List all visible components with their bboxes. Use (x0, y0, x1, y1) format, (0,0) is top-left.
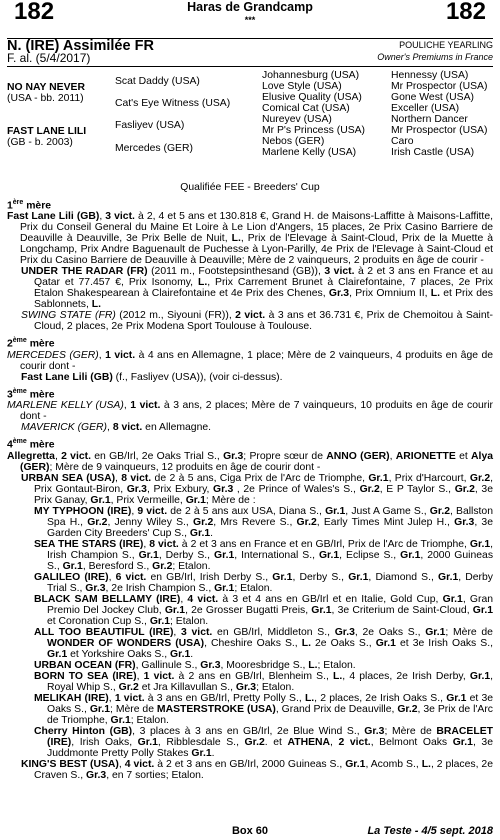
pedigree-gen4: Gone West (USA) (391, 92, 474, 103)
produce-entry: KING'S BEST (USA), 4 vict. à 2 et 3 ans en GB/Irl, 2000 Guineas S., Gr.1, Acomb S., L., 2 places, 2e Craven S., Gr.3, en 7 sorties; Etalon. (21, 758, 493, 781)
lot-number-left: 182 (14, 0, 55, 25)
consignor-stars: *** (244, 15, 256, 25)
pedigree-sire: NO NAY NEVER (7, 82, 85, 93)
eligibility: Owner's Premiums in France (377, 52, 493, 62)
pedigree-gen4: Hennessy (USA) (391, 70, 469, 81)
box-number: Box 60 (231, 825, 269, 837)
dam-record: MARLENE KELLY (USA), 1 vict. à 3 ans, 2 places; Mère de 7 vainqueurs, 10 produits en âge de courir dont - (7, 400, 494, 423)
produce-entry: Fast Lane Lili (GB) (f., Fasliyev (USA)), (voir ci-dessus). (21, 371, 283, 383)
pedigree-dam-info: (GB - b. 2003) (7, 137, 73, 148)
lot-number-right: 182 (445, 0, 486, 25)
dam-record: MERCEDES (GER), 1 vict. à 4 ans en Allemagne, 1 place; Mère de 2 vainqueurs, 4 produits en âge de courir dont - (7, 349, 494, 372)
produce-entry: SEA THE STARS (IRE), 8 vict. à 2 et 3 ans en France et en GB/Irl, Prix de l'Arc de Triomphe, Gr.1, Irish Champion S., Gr.1, Derby S., Gr.1, International S., Gr.1, Eclipse S., Gr.1, 2000 Guineas S., Gr.1, Beresford S., Gr.2; Etalon. (34, 538, 494, 572)
page-footer (7, 824, 493, 838)
produce-entry: URBAN OCEAN (FR), Gallinule S., Gr.3, Mooresbridge S., L.; Etalon. (34, 659, 356, 671)
pedigree-gen2: Cat's Eye Witness (USA) (115, 98, 231, 109)
pedigree-gen3: Marlene Kelly (USA) (262, 147, 357, 158)
horse-name: N. (IRE) Assimilée FR (7, 38, 154, 54)
consignor-name (7, 1, 493, 27)
pedigree-gen3: Nebos (GER) (262, 136, 325, 147)
pedigree-gen3: Comical Cat (USA) (262, 103, 350, 114)
produce-entry: MY TYPHOON (IRE), 9 vict. de 2 à 5 ans aux USA, Diana S., Gr.1, Just A Game S., Gr.2, Ballston Spa H., Gr.2, Jenny Wiley S., Gr.2, Mrs Revere S., Gr.2, Early Times Mint Julep H., Gr.3, 3e Garden City Breeders' Cup S., Gr.1. (34, 505, 493, 539)
produce-entry: ALL TOO BEAUTIFUL (IRE), 3 vict. en GB/Irl, Middleton S., Gr.3, 2e Oaks S., Gr.1; Mère de WONDER OF WONDERS (USA), Cheshire Oaks S., L. 2e Oaks S., Gr.1 et 3e Irish Oaks S., Gr.1 et Yorkshire Oaks S., Gr.1. (34, 626, 494, 660)
pedigree-sire-info: (USA - bb. 2011) (7, 93, 84, 104)
pedigree-gen3: Johannesburg (USA) (262, 70, 360, 81)
produce-entry: UNDER THE RADAR (FR) (2011 m., Footstepsinthesand (GB)), 3 vict. à 2 et 3 ans en France et au Qatar et 77.457 €, Prix Isonomy, L., Prix Carrement Brunet à Clairefontaine, 7 places, 2e Prix Etalon Shakespearean à Clairefontaine et 4e Prix des Chenes, Gr.3, Prix Omnium II, L. et Prix des Sablonnets, L. (21, 266, 493, 311)
pedigree-gen2: Fasliyev (USA) (115, 120, 185, 131)
produce-entry: MAVERICK (GER), 8 vict. en Allemagne. (21, 422, 212, 434)
sex-category: POULICHE YEARLING (399, 40, 493, 50)
produce-entry: BORN TO SEA (IRE), 1 vict. à 2 ans en GB/Irl, Blenheim S., L., 4 places, 2e Irish Derby, Gr.1, Royal Whip S., Gr.2 et Jra Killavullan S., Gr.3; Etalon. (34, 670, 493, 693)
dam-record: Fast Lane Lili (GB), 3 vict. à 2, 4 et 5 ans et 130.818 €, Grand H. de Maisons-Laffitte à Maisons-Laffitte, Prix du Conseil General du Maine Et Loire à Le Lion d'Angers, 15 places, 2e Prix Casino Barriere de Deauville à Deauville, 3e Prix Belle de Nuit, L., Prix de l'Elevage à Saint-Cloud, Prix de la Muette à Longchamp, Prix Andre Baguenault de Puchesse à Lyon-Parilly, 4e Prix de l'Elevage à Saint-Cloud et Prix du Casino Barriere de Deauville à Deauville; Mère de 2 vainqueurs, 2 produits en âge de courir - (7, 211, 493, 267)
consignor-label: Haras de Grandcamp (187, 0, 313, 14)
produce-entry: GALILEO (IRE), 6 vict. en GB/Irl, Irish Derby S., Gr.1, Derby S., Gr.1, Diamond S., Gr.1, Derby Trial S., Gr.3, 2e Irish Champion S., Gr.1; Etalon. (34, 571, 493, 594)
qualification: Qualifiée FEE - Breeders' Cup (180, 182, 320, 193)
produce-entry: Cherry Hinton (GB), 3 places à 3 ans en GB/Irl, 2e Blue Wind S., Gr.3; Mère de BRACELET (IRE), Irish Oaks, Gr.1, Ribblesdale S., Gr.2. et ATHENA, 2 vict., Belmont Oaks Gr.1, 3e Juddmonte Pretty Polly Stakes Gr.1. (34, 725, 493, 759)
pedigree-gen4: Mr Prospector (USA) (391, 81, 488, 92)
horse-details: F. al. (5/4/2017) (7, 51, 91, 65)
pedigree-gen4: Irish Castle (USA) (391, 147, 475, 158)
section-heading-first-dam: 1ère mère (7, 199, 52, 212)
pedigree-gen3: Mr P's Princess (USA) (262, 125, 366, 136)
produce-entry: MELIKAH (IRE), 1 vict. à 3 ans en GB/Irl, Pretty Polly S., L., 2 places, 2e Irish Oaks S., Gr.1 et 3e Oaks S., Gr.1; Mère de MASTERSTROKE (USA), Grand Prix de Deauville, Gr.2, 3e Prix de l'Arc de Triomphe, Gr.1; Etalon. (34, 692, 494, 726)
produce-entry: URBAN SEA (USA), 8 vict. de 2 à 5 ans, Ciga Prix de l'Arc de Triomphe, Gr.1, Prix d'Harcourt, Gr.2, Prix Gontaut-Biron, Gr.3, Prix Exbury, Gr.3 , 2e Prince of Wales's S., Gr.2, E P Taylor S., Gr.2, 3e Prix Ganay, Gr.1, Prix Vermeille, Gr.1; Mère de : (21, 472, 493, 506)
pedigree-gen4: Northern Dancer (391, 114, 468, 125)
pedigree-gen2: Scat Daddy (USA) (115, 76, 200, 87)
produce-entry: BLACK SAM BELLAMY (IRE), 4 vict. à 3 et 4 ans en GB/Irl et en Italie, Gold Cup, Gr.1, Gran Premio Del Jockey Club, Gr.1, 2e Grosser Bugatti Preis, Gr.1, 3e Criterium de Saint-Cloud, Gr.1 et Coronation Cup S., Gr.1; Etalon. (34, 593, 494, 627)
section-heading-third-dam: 3ème mère (7, 387, 55, 401)
pedigree-table (7, 67, 493, 176)
section-heading-second-dam: 2ème mère (7, 337, 55, 350)
pedigree-gen2: Mercedes (GER) (115, 143, 193, 154)
produce-record (7, 197, 493, 781)
sale-info: La Teste - 4/5 sept. 2018 (367, 825, 493, 837)
pedigree-gen4: Caro (391, 136, 414, 147)
page-header (7, 0, 493, 38)
pedigree-gen3: Nureyev (USA) (262, 114, 332, 125)
pedigree-gen3: Love Style (USA) (262, 81, 342, 92)
dam-record: Allegretta, 2 vict. en GB/Irl, 2e Oaks Trial S., Gr.3; Propre sœur de ANNO (GER), ARIONETTE et Alya (GER); Mère de 9 vainqueurs, 12 produits en âge de courir dont - (7, 450, 493, 473)
pedigree-gen4: Mr Prospector (USA) (391, 125, 488, 136)
pedigree-dam: FAST LANE LILI (7, 126, 87, 137)
section-heading-fourth-dam: 4ème mère (7, 438, 55, 451)
horse-title-bar (7, 39, 493, 66)
pedigree-gen4: Exceller (USA) (391, 103, 460, 114)
pedigree-gen3: Elusive Quality (USA) (262, 92, 362, 103)
produce-entry: SWING STATE (FR) (2012 m., Siyouni (FR)), 2 vict. à 3 ans et 36.731 €, Prix de Chemoitou à Saint-Cloud, 2 places, 2e Prix Modena Sport Toulouse à Toulouse. (21, 310, 493, 333)
